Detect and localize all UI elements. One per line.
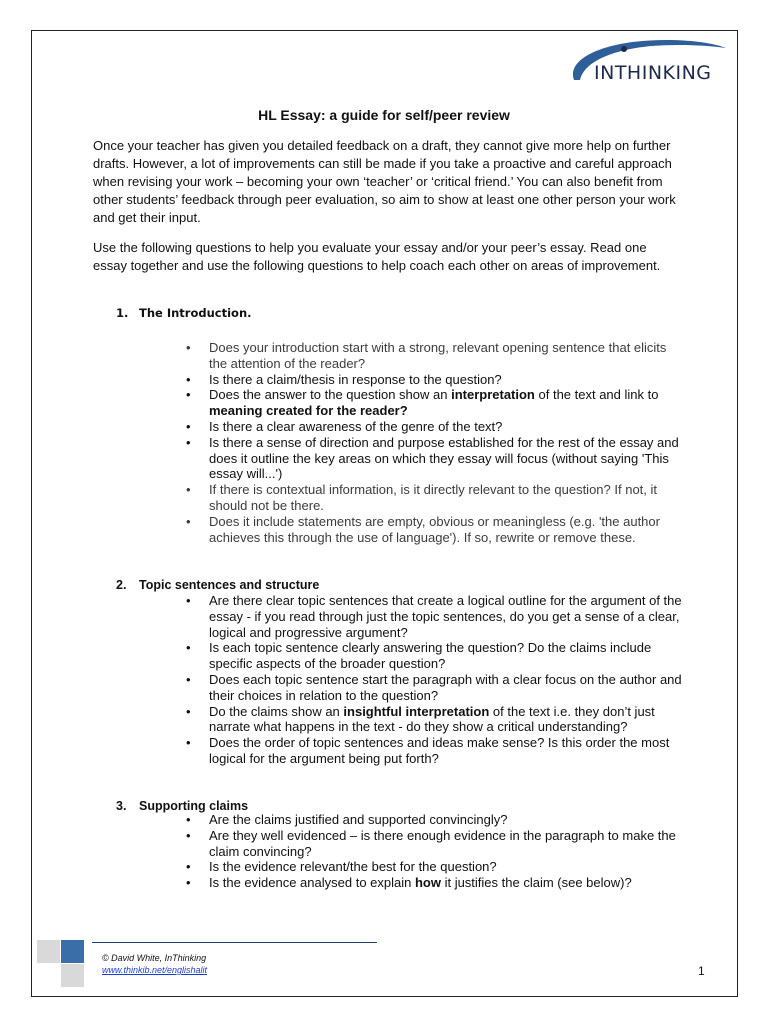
section-title: Supporting claims: [139, 799, 249, 813]
list-item: • If there is contextual information, is it directly relevant to the question? If not, it should not be there.: [186, 482, 686, 514]
list-item: • Does the order of topic sentences and ideas make sense? Is this order the most logical for the argument being put forth?: [186, 735, 686, 767]
list-item: • Is there a sense of direction and purpose established for the rest of the essay and does it outline the key areas on which they essay will focus (without saying 'This essay will...'): [186, 435, 686, 482]
introduction-questions-list: [186, 340, 686, 545]
text-span: Does the answer to the question show an: [209, 387, 452, 403]
bold-text: insightful interpretation: [343, 703, 490, 719]
inthinking-logo: [566, 36, 728, 90]
list-item: • Is there a clear awareness of the genre of the text?: [186, 419, 686, 435]
page-number: 1: [698, 964, 705, 978]
list-item: • Does each topic sentence start the paragraph with a clear focus on the author and their choices in relation to the question?: [186, 672, 686, 704]
footer-square: [61, 940, 84, 963]
logo-text: INTHINKING: [594, 62, 712, 84]
intro-paragraph-2: Use the following questions to help you evaluate your essay and/or your peer’s essay. Read one essay together and use the following questions to help coach each other on areas of improvement.: [93, 240, 661, 273]
footer-link[interactable]: www.thinkib.net/englishalit: [102, 965, 208, 975]
section-number: 2.: [116, 578, 127, 592]
footer-square: [61, 964, 84, 987]
list-item: • Is each topic sentence clearly answering the question? Do the claims include specific aspects of the broader question?: [186, 640, 686, 672]
list-item: • Does your introduction start with a strong, relevant opening sentence that elicits the attention of the reader?: [186, 340, 686, 372]
section-number: 1.: [116, 306, 129, 320]
list-item: • Are they well evidenced – is there enough evidence in the paragraph to make the claim convincing?: [186, 828, 686, 860]
bold-text: interpretation: [451, 387, 535, 403]
section-introduction: [116, 305, 686, 321]
section-number: 3.: [116, 799, 127, 813]
footer-square: [37, 940, 60, 963]
list-item: • Are there clear topic sentences that create a logical outline for the argument of the essay - if you read through just the topic sentences, do you get a sense of a clear, logical and progressive argument?: [186, 593, 686, 640]
section-title: Topic sentences and structure: [139, 578, 320, 592]
section-heading: [116, 577, 686, 593]
bold-text: meaning created for the reader?: [209, 403, 408, 419]
supporting-claims-questions-list: [186, 812, 686, 891]
text-span: Is the evidence analysed to explain: [209, 875, 415, 891]
list-item: [186, 704, 686, 736]
list-item: • Does it include statements are empty, obvious or meaningless (e.g. 'the author achieves this through the use of language'). If so, rewrite or remove these.: [186, 514, 686, 546]
section-title: The Introduction.: [139, 306, 252, 320]
text-span: of the text and link to: [534, 387, 659, 403]
list-item: • Is the evidence relevant/the best for the question?: [186, 859, 686, 875]
footer-credit: © David White, InThinking: [102, 953, 207, 963]
list-item: [186, 875, 686, 891]
footer-squares-decoration: [37, 940, 85, 988]
list-item: • Are the claims justified and supported convincingly?: [186, 812, 686, 828]
footer-divider: [92, 942, 377, 943]
text-span: it justifies the claim (see below)?: [440, 875, 632, 891]
document-title: HL Essay: a guide for self/peer review: [258, 107, 510, 123]
list-item: [186, 387, 686, 419]
topic-sentences-questions-list: [186, 593, 686, 767]
bold-text: how: [414, 875, 441, 891]
section-heading: [116, 305, 686, 321]
section-topic-sentences: [116, 577, 686, 593]
intro-paragraph-1: Once your teacher has given you detailed feedback on a draft, they cannot give more help on further drafts. However, a lot of improvements can still be made if you take a proactive and careful approach when revising your work – becoming your own ‘teacher’ or ‘critical friend.’ You can also benefit from other students’ feedback through peer evaluation, so aim to show at least one other person your work and get their input.: [93, 138, 676, 225]
text-span: of the text i.e. they don’t just narrate what happens in the text - do they show a critical understanding?: [209, 703, 655, 735]
text-span: Do the claims show an: [209, 703, 344, 719]
list-item: • Is there a claim/thesis in response to the question?: [186, 372, 686, 388]
